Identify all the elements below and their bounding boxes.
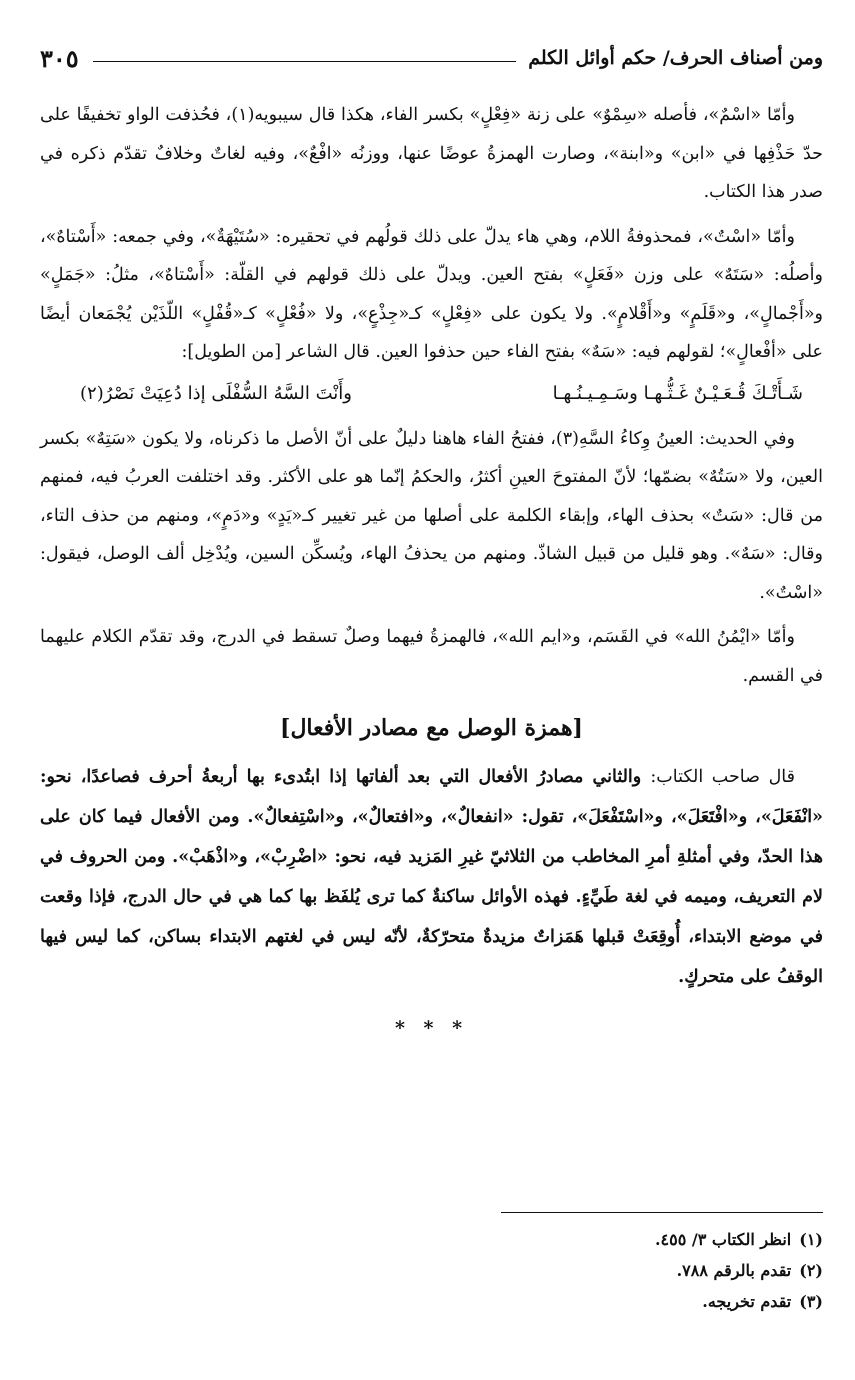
footnote-item bbox=[40, 1224, 823, 1255]
verse-hemistich-second: وأَنْتَ السَّهُ السُّفْلَى إذا دُعِيَتْ نَصْرُ(٢) bbox=[80, 382, 352, 404]
footnote-text: انظر الكتاب ٣/ ٤٥٥. bbox=[654, 1230, 792, 1249]
footnote-number: (١) bbox=[799, 1230, 823, 1249]
header-rule bbox=[93, 61, 517, 62]
section-paragraph bbox=[40, 757, 823, 997]
paragraph-aymun: وأمّا «ايْمُنُ الله» في القَسَم، و«ايم الله»، فالهمزةُ فيهما وصلٌ تسقط في الدرج، وقد تقدّم الكلام عليهما في القسم. bbox=[40, 627, 823, 686]
footnote-text: تقدم بالرقم ٧٨٨. bbox=[676, 1261, 792, 1280]
paragraph-hadith: وفي الحديث: العينُ وِكاءُ السَّهِ(٣)، ففتحُ الفاء هاهنا دليلٌ على أنّ الأصل ما ذكرناه، ولا يكون «سَتِهٌ» بكسر العين، ولا «سَتُهٌ» بضمّها؛ لأنّ المفتوحَ العينِ أكثرُ، والحكمُ إنّما هو على الأكثر. وقد اختلفت العربُ فيه، فمنهم من قال: «سَتٌ» بحذف الهاء، وإبقاء الكلمة على أصلها من غير تغيير كـ«يَدٍ» و«دَمٍ»، ومنهم من حذف التاء، وقال: «سَهٌ». وهو قليل من قبيل الشاذّ. ومنهم من يحذفُ الهاء، ويُسكِّن السين، ويُدْخِل ألف الوصل، فيقول: «اسْتٌ». bbox=[40, 428, 823, 603]
page-body bbox=[40, 96, 823, 1048]
footnote-number: (٣) bbox=[799, 1292, 823, 1311]
verse-hemistich-first: شَـأَتْـكَ قُـعَـيْـنٌ غَـثُّـهـا وسَـمِـيـنُـهـا bbox=[552, 382, 803, 404]
section-heading: [همزة الوصل مع مصادر الأفعال] bbox=[280, 715, 583, 741]
poetry-verse bbox=[40, 374, 823, 414]
page-number: ٣٠٥ bbox=[40, 43, 79, 73]
section-text: والثاني مصادرُ الأفعال التي بعد ألفاتها إذا ابتُدىء بها أربعةُ أحرف فصاعدًا، نحو: «انْفَعَلَ»، و«افْتَعَلَ»، و«اسْتَفْعَلَ»، تقول: «انفعالٌ»، و«افتعالٌ»، و«اسْتِفعالٌ». ومن الأفعال فيما كان على هذا الحدّ، وفي أمثلةِ أمرِ المخاطب من الثلاثيّ غيرِ المَزيد فيه، نحو: «اضْرِبْ»، و«اذْهَبْ». ومن الحروف في لام التعريف، وميمه في لغة طَيِّءٍ. فهذه الأوائل ساكنةٌ كما ترى يُلفَظ بها كما هي في حال الدرج، فإذا وقعت في موضع الابتداء، أُوقِعَتْ قبلها هَمَزاتٌ مزيدةٌ متحرّكةٌ، لأنّه ليس في لغتهم الابتداء بساكن، كما ليس فيها الوقفُ على متحركٍ. bbox=[40, 767, 823, 987]
section-lead: قال صاحب الكتاب: bbox=[650, 767, 796, 787]
paragraph-ism: وأمّا «اسْمٌ»، فأصله «سِمْوٌ» على زنة «فِعْلٍ» بكسر الفاء، هكذا قال سيبويه(١)، فحُذفت الواو تخفيفًا على حدّ حَذْفِها في «ابن» و«ابنة»، وصارت الهمزةُ عوضًا عنها، ووزنُه «افْعٌ»، وفيه لغاتٌ وخلافٌ تقدّم ذكره في صدر هذا الكتاب. bbox=[40, 105, 823, 202]
paragraph-ist: وأمّا «اسْتٌ»، فمحذوفةُ اللام، وهي هاء يدلّ على ذلك قولُهم في تحقيره: «سُتَيْهَةٌ»، وفي جمعه: «أَسْتاهٌ»، وأصلُه: «سَتَهٌ» على وزن «فَعَلٍ» بفتح العين. ويدلّ على ذلك قولهم في القلّة: «أَسْتاهٌ»، مثلُ: «جَمَلٍ» و«أَجْمالٍ»، و«قَلَمٍ» و«أَقْلامٍ». ولا يكون على «فِعْلٍ» كـ«جِذْعٍ»، ولا «فُعْلٍ» كـ«قُفْلٍ» اللّذَيْن يُجْمَعان أيضًا على «أفْعالٍ»؛ لقولهم فيه: «سَهٌ» بفتح الفاء حين حذفوا العين. قال الشاعر [من الطويل]: bbox=[40, 226, 823, 362]
running-title: ومن أصناف الحرف/ حكم أوائل الكلم bbox=[528, 47, 823, 69]
footnote-number: (٢) bbox=[799, 1261, 823, 1280]
footnotes bbox=[40, 1224, 823, 1317]
footnote-item bbox=[40, 1255, 823, 1286]
section-separator: * * * bbox=[394, 1017, 469, 1039]
footnote-item bbox=[40, 1286, 823, 1317]
footnote-text: تقدم تخريجه. bbox=[702, 1292, 792, 1311]
page-header bbox=[40, 38, 823, 78]
footnote-rule bbox=[501, 1212, 823, 1213]
